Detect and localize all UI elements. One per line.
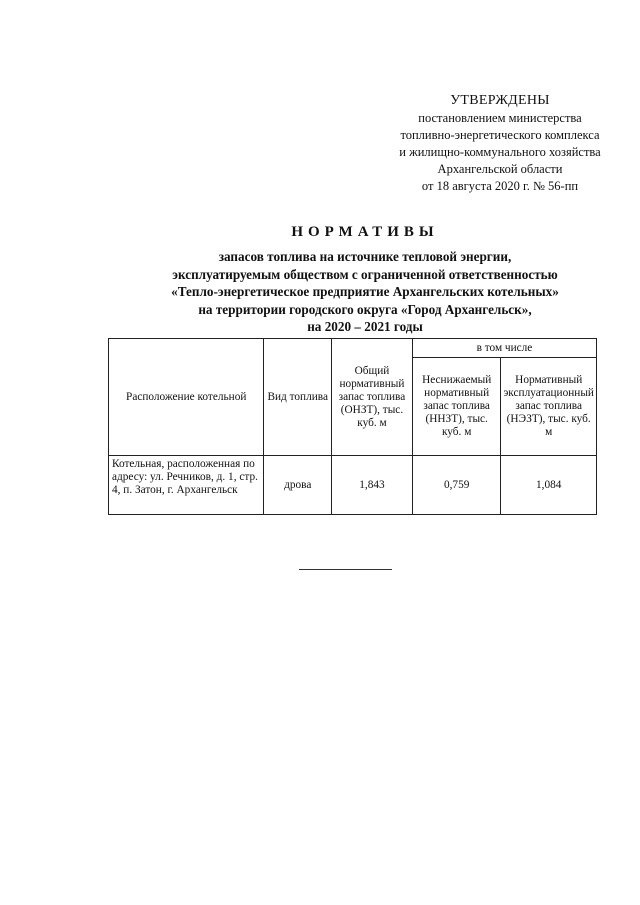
header-location: Расположение котельной (109, 339, 264, 456)
approval-line: и жилищно-коммунального хозяйства (399, 145, 601, 159)
cell-location: Котельная, расположенная по адресу: ул. Речников, д. 1, стр. 4, п. Затон, г. Архангельск (109, 456, 264, 515)
table-row (109, 456, 597, 515)
document-title (100, 222, 630, 336)
header-including: в том числе (412, 339, 596, 358)
approval-heading: УТВЕРЖДЕНЫ (450, 93, 550, 108)
header-fuel-type: Вид топлива (264, 339, 332, 456)
approval-line: постановлением министерства (418, 111, 582, 125)
cell-nnzt: 0,759 (412, 456, 501, 515)
title-main: НОРМАТИВЫ (291, 224, 439, 240)
norms-table (108, 338, 597, 515)
header-nnzt: Неснижаемый нормативный запас топлива (ННЗТ), тыс. куб. м (412, 358, 501, 456)
cell-nezt: 1,084 (501, 456, 597, 515)
header-nezt: Нормативный эксплуатационный запас топлива (НЭЗТ), тыс. куб. м (501, 358, 597, 456)
title-line: запасов топлива на источнике тепловой энергии, (218, 249, 512, 264)
cell-fuel-type: дрова (264, 456, 332, 515)
title-line: на 2020 – 2021 годы (307, 319, 423, 334)
cell-total: 1,843 (332, 456, 413, 515)
closing-divider (299, 569, 392, 570)
title-line: «Тепло-энергетическое предприятие Архангельских котельных» (171, 284, 559, 299)
title-line: на территории городского округа «Город Архангельск», (198, 301, 532, 317)
approval-line: Архангельской области (437, 162, 563, 176)
header-total: Общий нормативный запас топлива (ОНЗТ), тыс. куб. м (332, 339, 413, 456)
approval-block (370, 92, 630, 195)
approval-line: топливно-энергетического комплекса (400, 128, 600, 142)
approval-line: от 18 августа 2020 г. № 56-пп (421, 179, 579, 193)
title-line: эксплуатируемым обществом с ограниченной ответственностью (172, 266, 558, 282)
